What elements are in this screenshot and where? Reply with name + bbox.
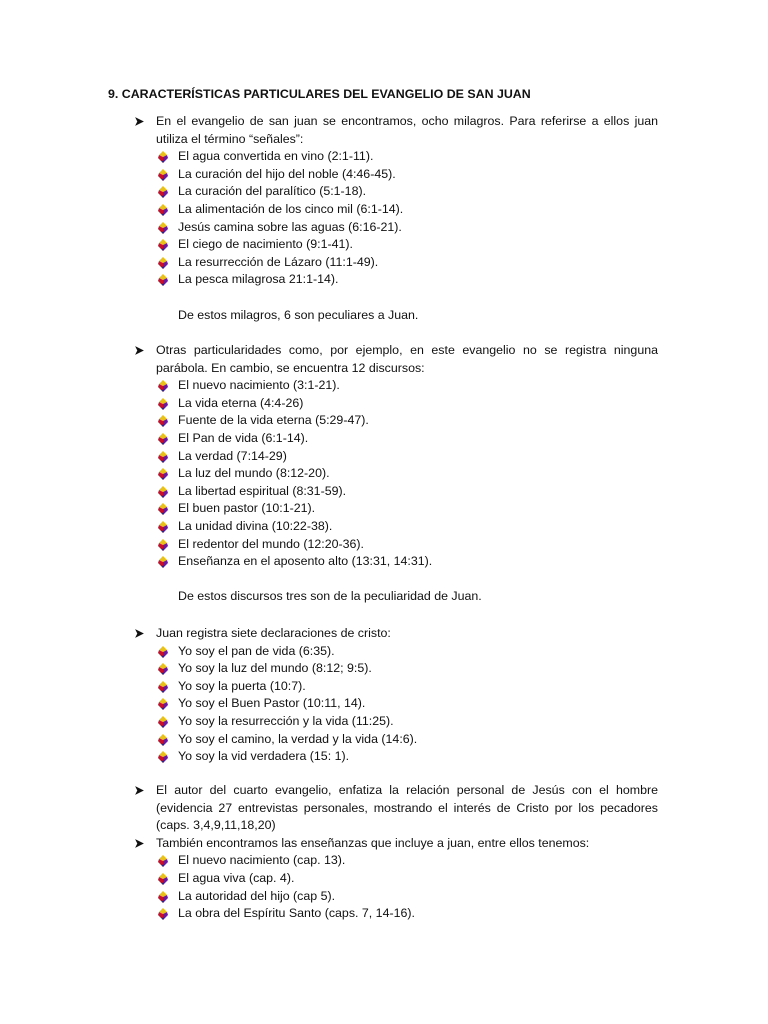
list-item <box>134 660 658 678</box>
list-item-text: La autoridad del hijo (cap 5). <box>178 888 336 903</box>
bullet-icon <box>158 398 168 410</box>
bullet-icon <box>158 539 168 551</box>
section-note: De estos discursos tres son de la peculiaridad de Juan. <box>178 589 482 604</box>
bullet-icon <box>158 521 168 533</box>
list-item-text: Enseñanza en el aposento alto (13:31, 14:31). <box>178 554 433 569</box>
list-item <box>134 870 658 888</box>
bullet-icon <box>158 908 168 920</box>
section-heading: 9. CARACTERÍSTICAS PARTICULARES DEL EVANGELIO DE SAN JUAN <box>108 87 531 101</box>
list-item <box>134 553 658 571</box>
section-discursos <box>134 342 658 606</box>
bullet-list <box>134 643 658 766</box>
bullet-list <box>134 148 658 289</box>
list-item-text: Fuente de la vida eterna (5:29-47). <box>178 413 369 428</box>
paragraph-text: Juan registra siete declaraciones de cristo: <box>156 626 391 640</box>
bullet-icon <box>158 239 168 251</box>
bullet-icon <box>158 663 168 675</box>
arrow-paragraph <box>134 782 658 835</box>
bullet-icon <box>158 186 168 198</box>
list-item-text: Yo soy el pan de vida (6:35). <box>178 643 335 658</box>
list-item-text: La resurrección de Lázaro (11:1-49). <box>178 254 379 269</box>
list-item <box>134 166 658 184</box>
section-autor-y-ensenanzas <box>134 782 658 923</box>
paragraph-text: También encontramos las enseñanzas que incluye a juan, entre ellos tenemos: <box>156 835 590 850</box>
list-item <box>134 518 658 536</box>
bullet-icon <box>158 222 168 234</box>
section-milagros <box>134 113 658 324</box>
list-item <box>134 201 658 219</box>
list-item-text: El nuevo nacimiento (3:1-21). <box>178 378 340 393</box>
paragraph-text: El autor del cuarto evangelio, enfatiza la relación personal de Jesús con el hombre (evidencia 27 entrevistas personales, mostrando el interés de Cristo por los pecadores (caps. 3,4,9,11,18,20) <box>156 783 658 833</box>
bullet-icon <box>158 734 168 746</box>
arrowhead-icon <box>134 342 148 360</box>
list-item <box>134 448 658 466</box>
list-item <box>134 643 658 661</box>
list-item <box>134 905 658 923</box>
list-item <box>134 395 658 413</box>
list-item-text: La luz del mundo (8:12-20). <box>178 466 330 481</box>
arrow-paragraph <box>134 113 658 148</box>
section-note: De estos milagros, 6 son peculiares a Juan. <box>178 307 419 322</box>
arrowhead-icon <box>134 113 148 131</box>
list-item <box>134 183 658 201</box>
arrow-paragraph <box>134 625 658 643</box>
list-item-text: La unidad divina (10:22-38). <box>178 518 333 533</box>
list-item <box>134 713 658 731</box>
list-item-text: El agua viva (cap. 4). <box>178 870 295 885</box>
list-item-text: Jesús camina sobre las aguas (6:16-21). <box>178 219 402 234</box>
bullet-icon <box>158 151 168 163</box>
list-item <box>134 254 658 272</box>
bullet-icon <box>158 380 168 392</box>
list-item <box>134 148 658 166</box>
paragraph-text: Otras particularidades como, por ejemplo, en este evangelio no se registra ninguna parábola. En cambio, se encuentra 12 discursos: <box>156 343 658 375</box>
bullet-icon <box>158 698 168 710</box>
list-item-text: La vida eterna (4:4-26) <box>178 395 304 410</box>
list-item <box>134 731 658 749</box>
bullet-icon <box>158 415 168 427</box>
bullet-icon <box>158 646 168 658</box>
list-item-text: La curación del paralítico (5:1-18). <box>178 184 367 199</box>
list-item <box>134 695 658 713</box>
list-item <box>134 377 658 395</box>
list-item-text: Yo soy la vid verdadera (15: 1). <box>178 749 350 764</box>
list-item-text: Yo soy la puerta (10:7). <box>178 678 306 693</box>
arrowhead-icon <box>134 625 148 643</box>
list-item <box>134 888 658 906</box>
bullet-list <box>134 852 658 922</box>
list-item <box>134 483 658 501</box>
bullet-icon <box>158 716 168 728</box>
list-item <box>134 748 658 766</box>
bullet-icon <box>158 503 168 515</box>
bullet-icon <box>158 751 168 763</box>
list-item <box>134 412 658 430</box>
bullet-icon <box>158 855 168 867</box>
bullet-icon <box>158 451 168 463</box>
bullet-icon <box>158 274 168 286</box>
list-item-text: Yo soy el camino, la verdad y la vida (14:6). <box>178 731 418 746</box>
list-item-text: La libertad espiritual (8:31-59). <box>178 483 347 498</box>
list-item-text: El Pan de vida (6:1-14). <box>178 430 309 445</box>
paragraph-text: En el evangelio de san juan se encontramos, ocho milagros. Para referirse a ellos juan utiliza el término “señales”: <box>156 114 658 146</box>
list-item-text: Yo soy el Buen Pastor (10:11, 14). <box>178 696 366 711</box>
bullet-icon <box>158 204 168 216</box>
list-item-text: La verdad (7:14-29) <box>178 448 287 463</box>
list-item-text: El redentor del mundo (12:20-36). <box>178 536 364 551</box>
section-declaraciones <box>134 625 658 766</box>
list-item-text: La alimentación de los cinco mil (6:1-14). <box>178 201 404 216</box>
list-item <box>134 236 658 254</box>
list-item <box>134 430 658 448</box>
list-item-text: El ciego de nacimiento (9:1-41). <box>178 237 353 252</box>
bullet-icon <box>158 433 168 445</box>
list-item-text: El buen pastor (10:1-21). <box>178 501 316 516</box>
bullet-list <box>134 377 658 571</box>
list-item-text: La pesca milagrosa 21:1-14). <box>178 272 339 287</box>
bullet-icon <box>158 486 168 498</box>
list-item <box>134 852 658 870</box>
list-item <box>134 536 658 554</box>
arrowhead-icon <box>134 835 148 853</box>
list-item <box>134 678 658 696</box>
list-item-text: Yo soy la luz del mundo (8:12; 9:5). <box>178 661 372 676</box>
list-item-text: El nuevo nacimiento (cap. 13). <box>178 853 346 868</box>
arrowhead-icon <box>134 782 148 800</box>
list-item-text: El agua convertida en vino (2:1-11). <box>178 149 374 164</box>
bullet-icon <box>158 891 168 903</box>
arrow-paragraph <box>134 342 658 377</box>
bullet-icon <box>158 873 168 885</box>
arrow-paragraph <box>134 835 658 853</box>
bullet-icon <box>158 169 168 181</box>
list-item-text: La curación del hijo del noble (4:46-45). <box>178 166 396 181</box>
bullet-icon <box>158 257 168 269</box>
list-item-text: Yo soy la resurrección y la vida (11:25). <box>178 713 394 728</box>
bullet-icon <box>158 468 168 480</box>
list-item <box>134 219 658 237</box>
bullet-icon <box>158 556 168 568</box>
list-item <box>134 500 658 518</box>
list-item-text: La obra del Espíritu Santo (caps. 7, 14-16). <box>178 906 415 921</box>
bullet-icon <box>158 681 168 693</box>
list-item <box>134 465 658 483</box>
list-item <box>134 271 658 289</box>
